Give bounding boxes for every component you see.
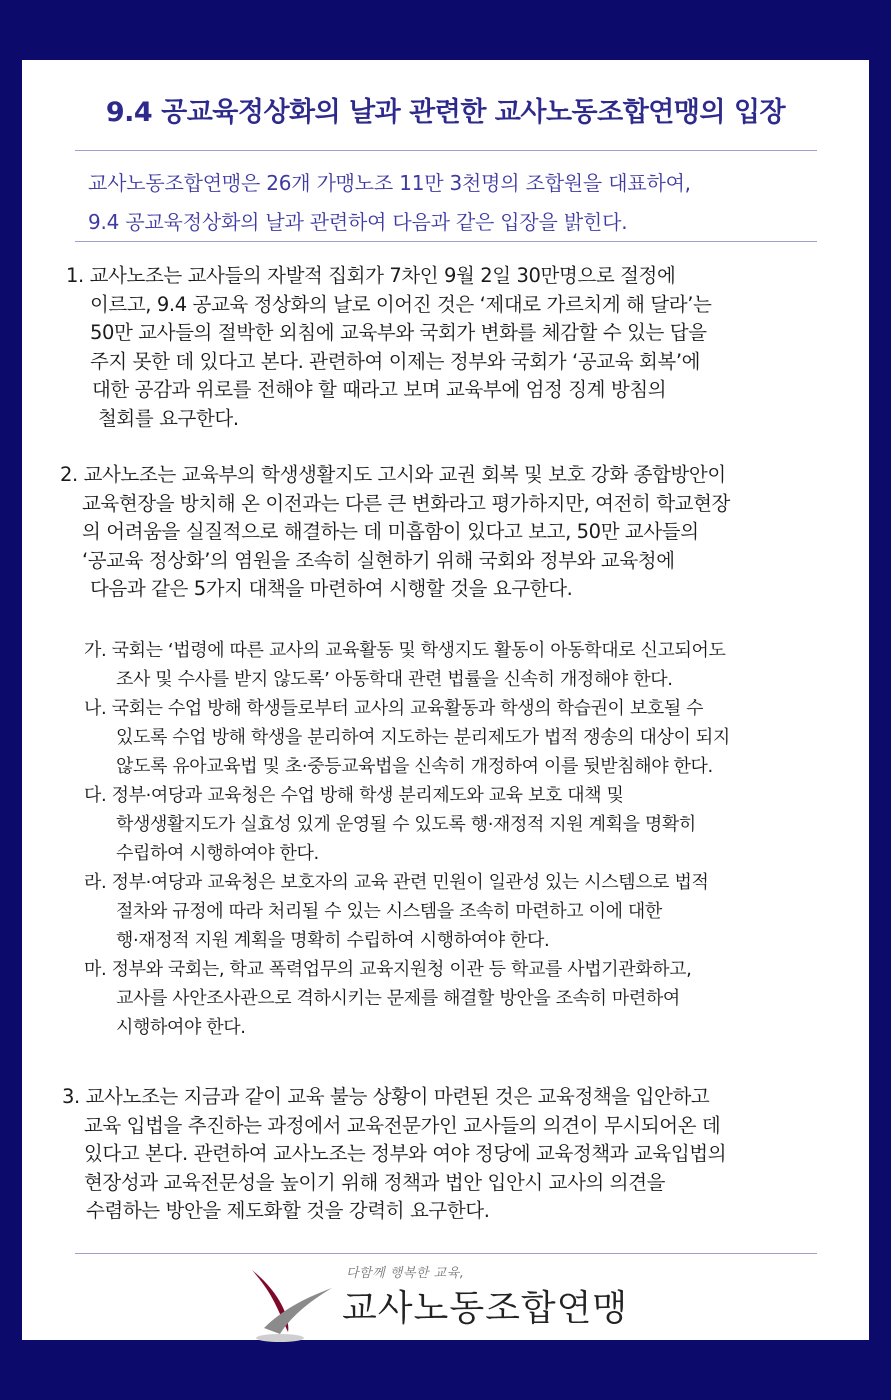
measures-list bbox=[84, 636, 834, 1042]
measure-line: 다. 정부·여당과 교육청은 수업 방해 학생 분리제도와 교육 보호 대책 및 bbox=[84, 785, 624, 806]
measure-line: 있도록 수업 방해 학생을 분리하여 지도하는 분리제도가 법적 쟁송의 대상이 되지 bbox=[116, 727, 730, 748]
section-1-line: 이르고, 9.4 공교육 정상화의 날로 이어진 것은 ‘제대로 가르치게 해 달라’는 bbox=[90, 292, 712, 316]
logo-name: 교사노동조합연맹 bbox=[342, 1288, 629, 1329]
measure-line: 시행하여야 한다. bbox=[116, 1017, 246, 1038]
section-1-line: 50만 교사들의 절박한 외침에 교육부와 국회가 변화를 체감할 수 있는 답을 bbox=[90, 321, 707, 344]
measure-line: 교사를 사안조사관으로 격하시키는 문제를 해결할 방안을 조속히 마련하여 bbox=[116, 988, 680, 1009]
section-2-line: 2. 교사노조는 교육부의 학생생활지도 고시와 교권 회복 및 보호 강화 종합방안이 bbox=[60, 463, 726, 486]
divider-top bbox=[75, 150, 817, 151]
document-page bbox=[22, 60, 869, 1340]
section-3 bbox=[62, 1083, 832, 1226]
intro-statement bbox=[88, 164, 818, 242]
measure-item-da bbox=[84, 781, 834, 868]
section-1-line: 대한 공감과 위로를 전해야 할 때라고 보며 교육부에 엄정 징계 방침의 bbox=[92, 378, 667, 401]
union-logo bbox=[244, 1260, 664, 1345]
section-3-line: 있다고 본다. 관련하여 교사노조는 정부와 여야 정당에 교육정책과 교육입법의 bbox=[84, 1142, 727, 1165]
measure-line: 행·재정적 지원 계획을 명확히 수립하여 시행하여야 한다. bbox=[116, 930, 550, 951]
divider-intro bbox=[75, 241, 817, 242]
intro-line: 교사노동조합연맹은 26개 가맹노조 11만 3천명의 조합원을 대표하여, bbox=[88, 171, 691, 195]
section-3-line: 3. 교사노조는 지금과 같이 교육 불능 상황이 마련된 것은 교육정책을 입안하고 bbox=[62, 1085, 710, 1108]
measure-line: 라. 정부·여당과 교육청은 보호자의 교육 관련 민원이 일관성 있는 시스템으로 법적 bbox=[84, 872, 709, 893]
section-2-line: ‘공교육 정상화’의 염원을 조속히 실현하기 위해 국회와 정부와 교육청에 bbox=[82, 548, 675, 572]
measure-line: 가. 국회는 ‘법령에 따른 교사의 교육활동 및 학생지도 활동이 아동학대로 신고되어도 bbox=[84, 640, 726, 661]
section-2-line: 의 어려움을 실질적으로 해결하는 데 미흡함이 있다고 보고, 50만 교사들의 bbox=[82, 520, 699, 543]
measure-item-ga bbox=[84, 636, 834, 694]
divider-bottom bbox=[75, 1253, 817, 1254]
intro-line: 9.4 공교육정상화의 날과 관련하여 다음과 같은 입장을 밝힌다. bbox=[88, 210, 628, 234]
measure-item-ma bbox=[84, 955, 834, 1042]
measure-line: 수립하여 시행하여야 한다. bbox=[116, 843, 319, 864]
section-2-line: 다음과 같은 5가지 대책을 마련하여 시행할 것을 요구한다. bbox=[90, 577, 573, 600]
section-2-line: 교육현장을 방치해 온 이전과는 다른 큰 변화라고 평가하지만, 여전히 학교현장 bbox=[82, 491, 730, 515]
measure-line: 학생생활지도가 실효성 있게 운영될 수 있도록 행·재정적 지원 계획을 명확히 bbox=[116, 814, 696, 835]
section-3-line: 교육 입법을 추진하는 과정에서 교육전문가인 교사들의 의견이 무시되어온 데 bbox=[84, 1113, 721, 1137]
section-1 bbox=[66, 262, 836, 433]
section-3-line: 수렴하는 방안을 제도화할 것을 강력히 요구한다. bbox=[86, 1199, 490, 1222]
measure-line: 조사 및 수사를 받지 않도록’ 아동학대 관련 법률을 신속히 개정해야 한다. bbox=[116, 669, 673, 690]
measure-item-na bbox=[84, 694, 834, 781]
section-1-line: 철회를 요구한다. bbox=[98, 406, 239, 430]
section-3-line: 현장성과 교육전문성을 높이기 위해 정책과 법안 입안시 교사의 의견을 bbox=[84, 1170, 666, 1194]
section-1-line: 1. 교사노조는 교사들의 자발적 집회가 7차인 9월 2일 30만명으로 절정에 bbox=[66, 264, 676, 287]
measure-line: 않도록 유아교육법 및 초·중등교육법을 신속히 개정하여 이를 뒷받침해야 한다. bbox=[116, 756, 713, 777]
wing-emblem-icon bbox=[244, 1262, 334, 1344]
page-title: 9.4 공교육정상화의 날과 관련한 교사노동조합연맹의 입장 bbox=[105, 97, 786, 128]
measure-line: 나. 국회는 수업 방해 학생들로부터 교사의 교육활동과 학생의 학습권이 보호될 수 bbox=[84, 698, 704, 719]
measure-line: 마. 정부와 국회는, 학교 폭력업무의 교육지원청 이관 등 학교를 사법기관화하고, bbox=[84, 959, 692, 980]
section-2 bbox=[60, 461, 830, 604]
section-1-line: 주지 못한 데 있다고 본다. 관련하여 이제는 정부와 국회가 ‘공교육 회복’에 bbox=[90, 349, 701, 373]
measure-item-ra bbox=[84, 868, 834, 955]
logo-slogan: 다함께 행복한 교육, bbox=[346, 1266, 465, 1281]
measure-line: 절차와 규정에 따라 처리될 수 있는 시스템을 조속히 마련하고 이에 대한 bbox=[116, 901, 662, 922]
